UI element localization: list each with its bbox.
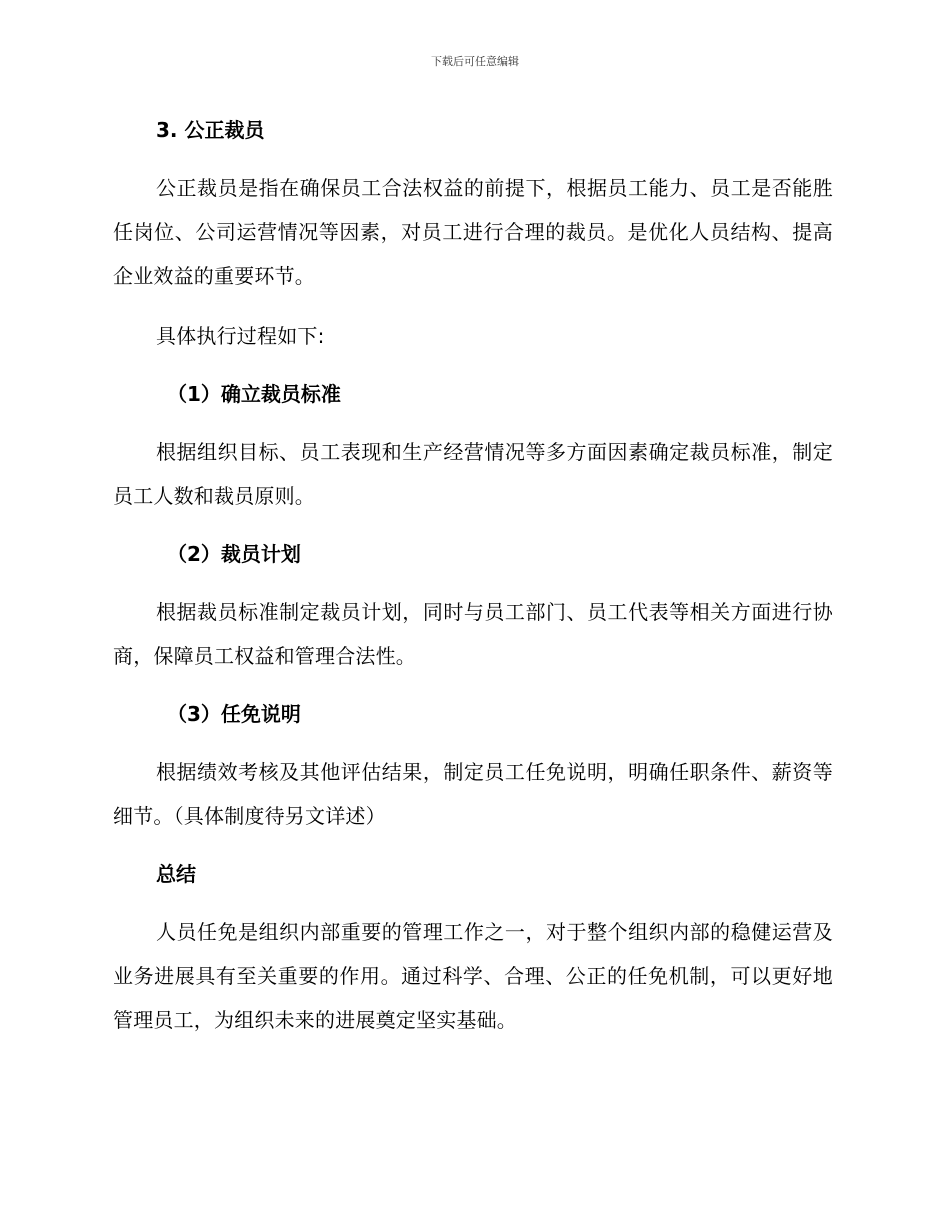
step-body-1: 根据组织目标、员工表现和生产经营情况等多方面因素确定裁员标准，制定员工人数和裁员原则。	[113, 440, 833, 508]
step-title-2: （2）裁员计划	[167, 542, 301, 566]
intro-paragraph: 公正裁员是指在确保员工合法权益的前提下，根据员工能力、员工是否能胜任岗位、公司运营情况等因素，对员工进行合理的裁员。是优化人员结构、提高企业效益的重要环节。	[113, 176, 833, 288]
document-body	[113, 110, 833, 1042]
section-title: 3. 公正裁员	[156, 118, 265, 142]
summary-paragraph: 人员任免是组织内部重要的管理工作之一，对于整个组织内部的稳健运营及业务进展具有至关重要的作用。通过科学、合理、公正的任免机制，可以更好地管理员工，为组织未来的进展奠定坚实基础。	[113, 920, 833, 1032]
step-title-3: （3）任免说明	[167, 702, 301, 726]
step-body-3: 根据绩效考核及其他评估结果，制定员工任免说明，明确任职条件、薪资等细节。（具体制度待另文详述）	[113, 760, 833, 828]
step-body-2: 根据裁员标准制定裁员计划，同时与员工部门、员工代表等相关方面进行协商，保障员工权益和管理合法性。	[113, 600, 833, 668]
page-header: 下载后可任意编辑	[431, 55, 519, 68]
step-title-1: （1）确立裁员标准	[167, 382, 341, 406]
summary-title: 总结	[156, 862, 196, 886]
process-lead: 具体执行过程如下:	[156, 324, 325, 348]
